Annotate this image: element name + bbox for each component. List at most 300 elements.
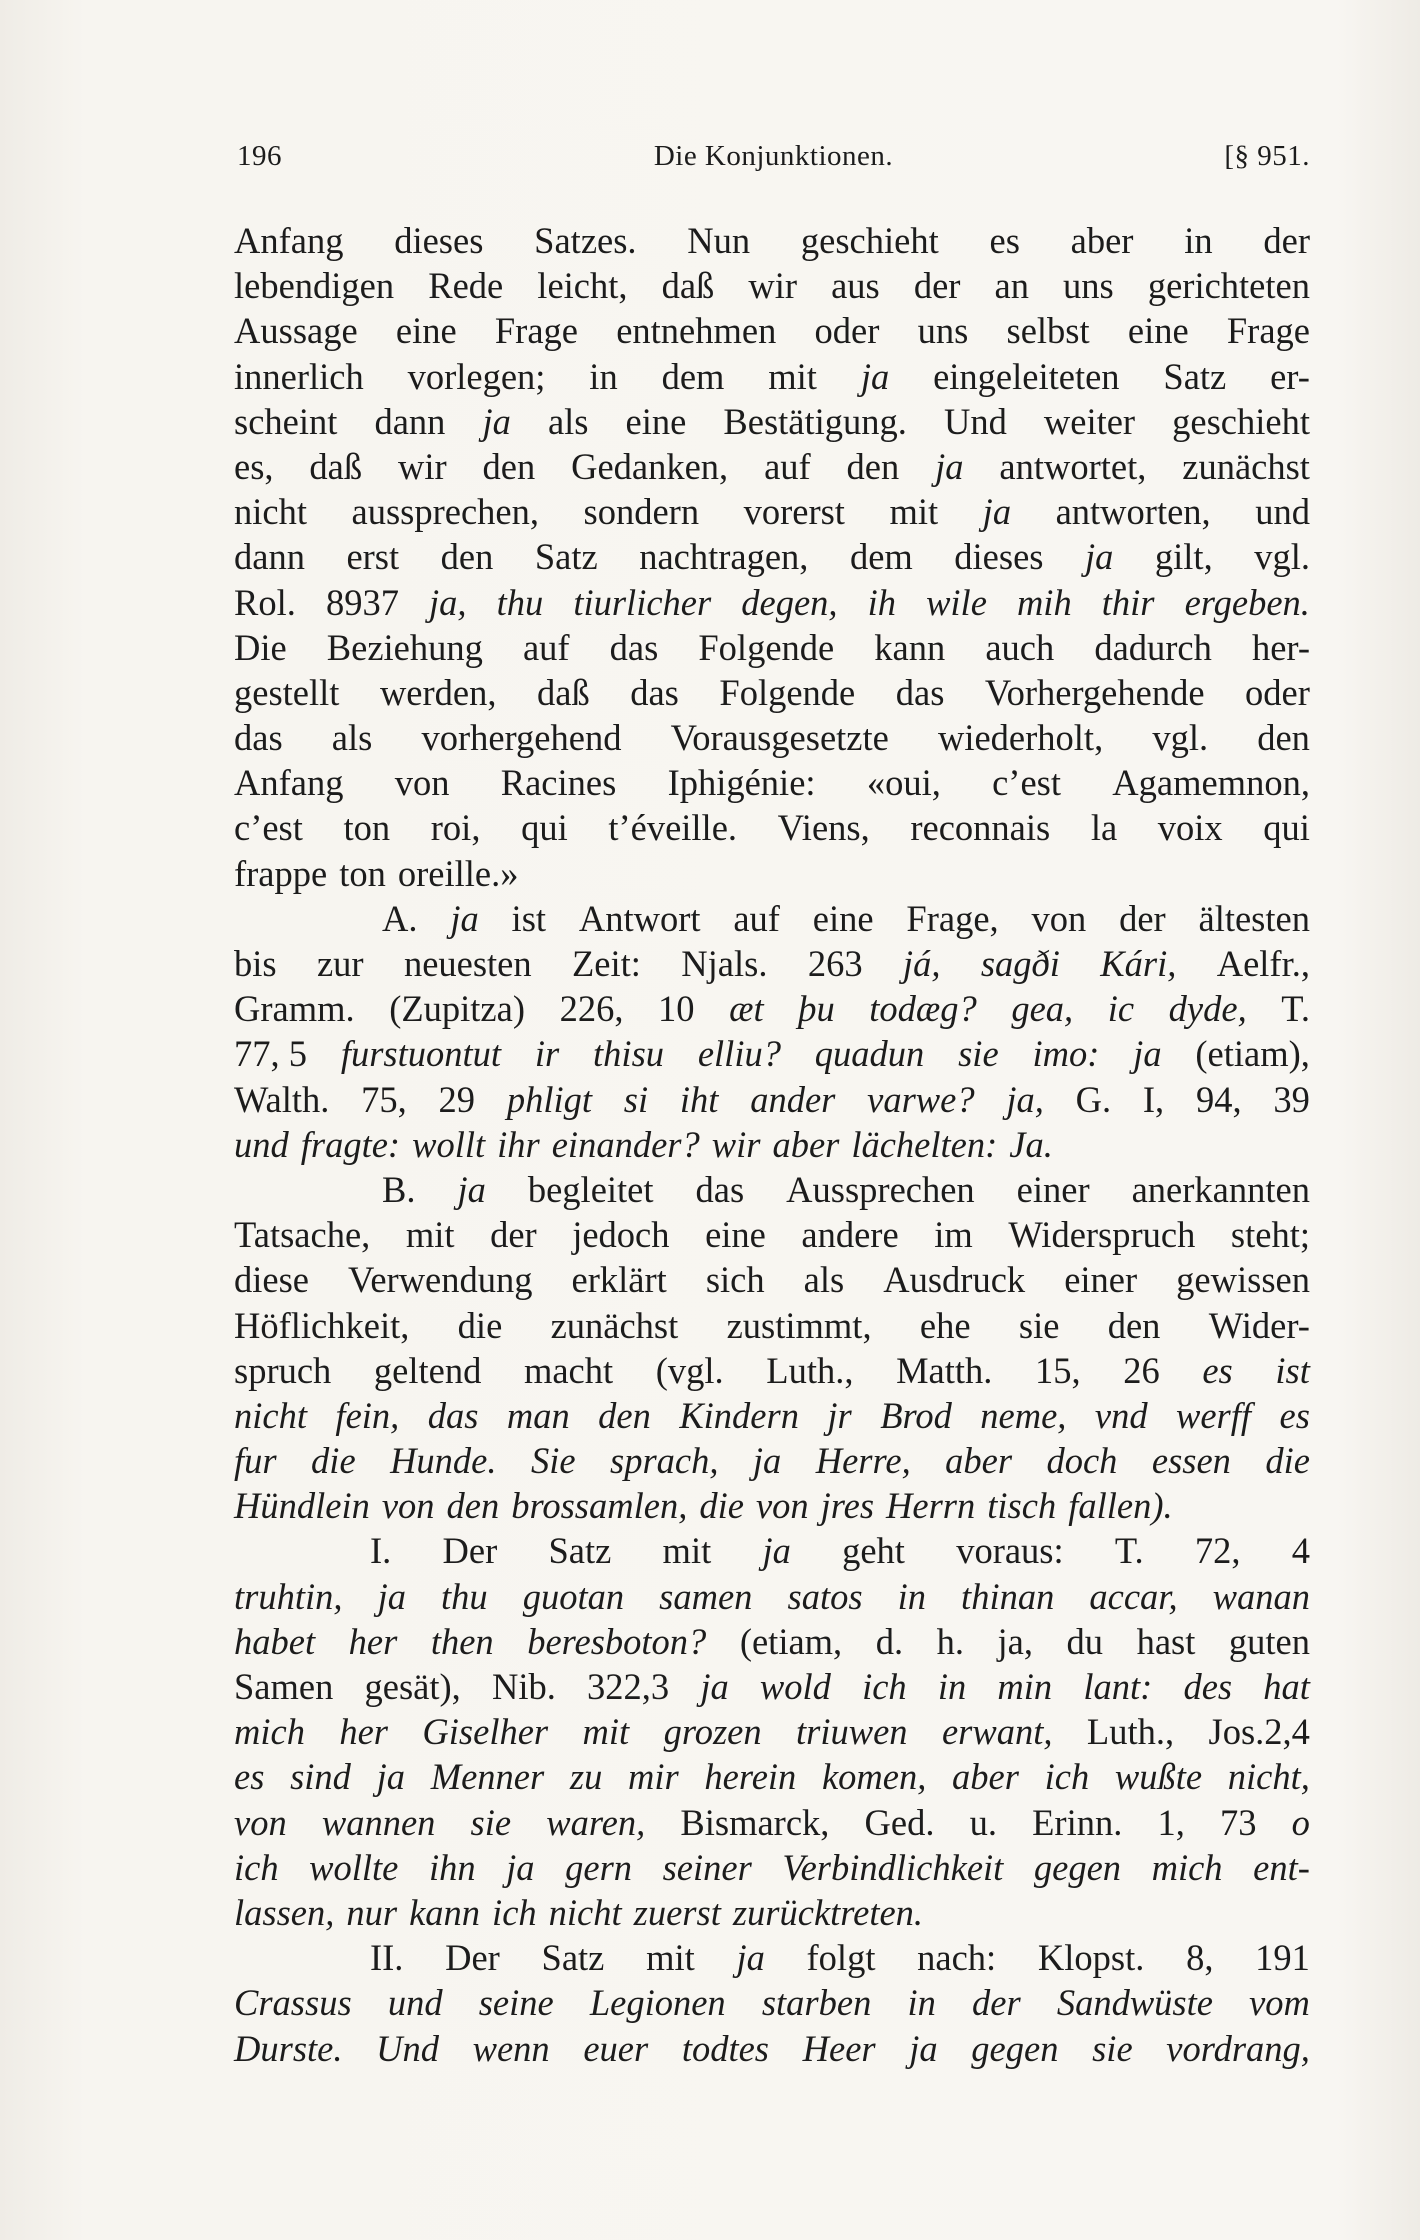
- body-text: [234, 218, 1310, 2071]
- word: andere: [801, 1214, 899, 1256]
- word: eingeleiteten: [933, 355, 1120, 397]
- word: ja: [506, 1846, 535, 1888]
- word: Widerspruch: [1008, 1214, 1196, 1256]
- word: furstuontut: [340, 1033, 502, 1075]
- text-line: [234, 1980, 1310, 2025]
- word: aber: [772, 1123, 840, 1165]
- text-line: [234, 1574, 1310, 1619]
- text-line: [234, 2026, 1310, 2071]
- word: h.: [936, 1620, 964, 1662]
- section-reference: [§ 951.: [1224, 140, 1310, 172]
- word: nicht: [548, 1891, 622, 1933]
- word: dem: [661, 355, 725, 397]
- word: ja: [982, 491, 1012, 533]
- word: entnehmen: [616, 310, 777, 352]
- word: auch: [985, 626, 1055, 668]
- word: von: [234, 1801, 287, 1843]
- word: ja: [482, 400, 511, 442]
- word: Luth.,: [766, 1349, 854, 1391]
- word: mit: [768, 355, 817, 397]
- word: oder: [1245, 671, 1310, 713]
- word: c’est: [992, 762, 1062, 804]
- word: ja: [1133, 1033, 1162, 1075]
- word: geschieht: [1172, 400, 1310, 442]
- word: T.: [1114, 1530, 1144, 1572]
- word: todæg?: [869, 988, 977, 1030]
- word: B.: [382, 1168, 416, 1210]
- word: já,: [902, 943, 941, 984]
- word: anerkannten: [1131, 1168, 1310, 1210]
- word: her: [348, 1620, 398, 1662]
- word: wannen: [321, 1801, 436, 1843]
- word: kann: [874, 626, 946, 668]
- word: Ausdruck: [883, 1259, 1026, 1301]
- word: es: [1202, 1349, 1233, 1391]
- word: voraus:: [956, 1530, 1064, 1572]
- word: thu: [496, 581, 544, 623]
- word: 77, 5: [234, 1033, 307, 1075]
- word: samen: [659, 1575, 753, 1617]
- word: wile: [926, 581, 987, 623]
- word: ton: [343, 807, 391, 849]
- word: der: [490, 1214, 537, 1256]
- word: Brod: [880, 1394, 952, 1436]
- word: grozen: [663, 1711, 762, 1753]
- word: oreille.»: [397, 852, 519, 894]
- word: geltend: [373, 1349, 482, 1391]
- word: komen,: [821, 1756, 927, 1798]
- word: dem: [849, 536, 913, 578]
- word: Beziehung: [326, 626, 483, 668]
- word: 29: [438, 1078, 476, 1120]
- word: degen,: [741, 581, 838, 623]
- word: Frage,: [906, 897, 999, 939]
- word: mich: [1151, 1846, 1223, 1888]
- text-line: [234, 1212, 1310, 1257]
- word: (Zupitza): [389, 988, 525, 1030]
- word: ja: [935, 445, 964, 487]
- word: Jos.2,4: [1208, 1711, 1310, 1753]
- word: man: [506, 1394, 570, 1436]
- text-line: [234, 1483, 1310, 1528]
- word: 72,: [1194, 1530, 1241, 1572]
- word: dyde,: [1168, 988, 1247, 1030]
- word: auf: [522, 626, 570, 668]
- word: sie: [1092, 2027, 1133, 2069]
- word: accar,: [1089, 1575, 1178, 1617]
- word: guotan: [522, 1575, 625, 1617]
- word: Legionen: [589, 1982, 726, 2024]
- word: vordrang,: [1166, 2027, 1310, 2069]
- word: eine: [705, 1214, 766, 1256]
- word: Tatsache,: [234, 1214, 371, 1256]
- word: gegen: [1033, 1846, 1122, 1888]
- word: das: [234, 717, 283, 759]
- word: den: [482, 445, 536, 487]
- word: lächelten:: [851, 1123, 998, 1165]
- word: herein: [704, 1756, 797, 1798]
- word: zurücktreten.: [732, 1891, 924, 1933]
- word: ältesten: [1198, 897, 1310, 939]
- word: ja: [450, 897, 479, 939]
- text-line: [234, 625, 1310, 670]
- word: gern: [565, 1846, 633, 1888]
- word: eine: [1127, 310, 1189, 352]
- word: Aussprechen: [786, 1168, 975, 1210]
- word: Frage: [1226, 310, 1310, 352]
- word: Matth.: [896, 1349, 993, 1391]
- word: G.: [1075, 1078, 1112, 1120]
- word: lebendigen: [234, 265, 395, 307]
- word: von: [755, 1485, 809, 1527]
- word: ich: [234, 1846, 279, 1888]
- word: Kári,: [1100, 943, 1177, 984]
- text-line: [234, 670, 1310, 715]
- word: essen: [1151, 1440, 1231, 1482]
- word: Aussage: [234, 310, 358, 352]
- word: o: [1291, 1801, 1310, 1843]
- word: daß: [537, 671, 590, 713]
- word: ja: [762, 1530, 791, 1572]
- word: waren,: [546, 1801, 646, 1843]
- text-line: [234, 354, 1310, 399]
- word: Bestätigung.: [723, 400, 907, 442]
- word: auf: [764, 445, 811, 487]
- word: Samen: [234, 1666, 334, 1707]
- word: d.: [875, 1620, 904, 1662]
- word: innerlich: [234, 355, 364, 397]
- word: 10: [658, 988, 695, 1030]
- word: Racines: [500, 762, 617, 804]
- word: ja: [736, 1937, 765, 1979]
- word: starben: [761, 1982, 872, 2024]
- word: Heer: [802, 2027, 876, 2069]
- word: zur: [316, 943, 364, 984]
- word: Giselher: [422, 1711, 549, 1753]
- word: «oui,: [866, 762, 941, 804]
- word: Satz: [1163, 355, 1227, 397]
- word: todtes: [681, 2027, 769, 2069]
- word: ja: [752, 1440, 782, 1482]
- word: satos: [787, 1575, 863, 1617]
- word: I.: [370, 1530, 392, 1572]
- word: t’éveille.: [608, 807, 738, 849]
- word: Satz: [541, 1937, 605, 1979]
- word: II.: [370, 1937, 404, 1979]
- word: fallen).: [1068, 1485, 1173, 1527]
- word: gestellt: [234, 671, 340, 713]
- text-line: [234, 489, 1310, 534]
- word: ehe: [919, 1304, 971, 1346]
- word: der: [1263, 220, 1310, 261]
- word: ich: [492, 1891, 537, 1933]
- word: erwant,: [941, 1711, 1053, 1753]
- word: kann: [409, 1891, 481, 1933]
- word: den: [1257, 717, 1310, 759]
- word: varwe?: [867, 1078, 975, 1120]
- word: thisu: [593, 1033, 665, 1075]
- word: der: [1119, 897, 1166, 939]
- word: vgl.: [1254, 536, 1310, 578]
- word: euer: [583, 2027, 649, 2069]
- page-header: [237, 140, 1310, 180]
- word: roi,: [430, 807, 481, 849]
- word: ir: [534, 1033, 560, 1075]
- text-line: [234, 896, 1310, 941]
- word: als: [331, 717, 373, 759]
- word: hat: [1263, 1666, 1310, 1707]
- word: ja: [700, 1666, 729, 1707]
- text-line: [234, 1528, 1310, 1573]
- word: vnd: [1094, 1394, 1148, 1436]
- word: Vorhergehende: [984, 671, 1205, 713]
- text-line: [234, 399, 1310, 444]
- word: eine: [812, 897, 874, 939]
- word: ihr: [497, 1123, 540, 1165]
- word: hast: [1136, 1620, 1196, 1662]
- word: 4: [1291, 1530, 1310, 1572]
- word: Satz: [548, 1530, 612, 1572]
- word: sondern: [583, 491, 700, 533]
- word: leicht,: [537, 265, 628, 307]
- word: voix: [1157, 807, 1223, 849]
- word: Nun: [687, 220, 751, 261]
- word: Walth.: [234, 1078, 330, 1120]
- word: aber: [945, 1440, 1013, 1482]
- word: erklärt: [571, 1259, 667, 1301]
- word: 8937: [325, 581, 399, 623]
- text-line: [234, 444, 1310, 489]
- word: aus: [831, 265, 880, 307]
- word: nachtragen,: [639, 536, 809, 578]
- word: neuesten: [403, 943, 532, 984]
- word: her: [339, 1711, 389, 1753]
- text-line: [234, 986, 1310, 1031]
- word: thir: [1101, 581, 1155, 623]
- word: wenn: [472, 2027, 550, 2069]
- text-line: [234, 1935, 1310, 1980]
- word: ich: [1044, 1756, 1090, 1798]
- word: brossamlen,: [511, 1485, 688, 1527]
- word: Hunde.: [390, 1440, 497, 1482]
- word: habet: [234, 1620, 316, 1662]
- word: ergeben.: [1184, 581, 1310, 623]
- word: werden,: [379, 671, 497, 713]
- word: begleitet: [527, 1168, 654, 1210]
- word: mit: [582, 1711, 630, 1753]
- word: Sie: [530, 1440, 576, 1482]
- word: mih: [1016, 581, 1072, 623]
- word: an: [994, 265, 1029, 307]
- text-line: [234, 1619, 1310, 1664]
- text-line: [234, 308, 1310, 353]
- word: das: [609, 626, 659, 668]
- word: ih: [867, 581, 896, 623]
- text-line: [234, 580, 1310, 625]
- word: vom: [1249, 1982, 1310, 2024]
- word: Gedanken,: [571, 445, 729, 487]
- text-line: [234, 851, 1310, 896]
- word: Der: [442, 1530, 498, 1572]
- word: Satzes.: [534, 220, 637, 261]
- word: qui: [521, 807, 568, 849]
- text-line: [234, 1845, 1310, 1890]
- word: wold: [759, 1666, 831, 1707]
- word: Menner: [430, 1756, 545, 1798]
- word: Anfang: [234, 762, 344, 804]
- word: þu: [798, 988, 835, 1030]
- word: einer: [1016, 1168, 1090, 1210]
- word: der: [913, 265, 961, 307]
- word: Gramm.: [234, 988, 355, 1030]
- word: ist: [1275, 1349, 1310, 1391]
- word: in: [937, 1666, 967, 1707]
- word: steht;: [1230, 1214, 1310, 1256]
- word: elliu?: [697, 1033, 781, 1075]
- word: frappe: [234, 852, 328, 894]
- word: es: [234, 1756, 265, 1798]
- word: uns: [917, 310, 969, 352]
- word: und: [234, 1123, 289, 1165]
- word: sprach,: [609, 1440, 719, 1482]
- word: min: [997, 1666, 1053, 1707]
- word: beresboton?: [527, 1620, 707, 1662]
- word: iht: [679, 1078, 719, 1120]
- word: seiner: [662, 1846, 752, 1888]
- text-line: [234, 1438, 1310, 1483]
- word: jres: [820, 1485, 875, 1527]
- word: scheint: [234, 400, 338, 442]
- text-line: [234, 1077, 1310, 1122]
- word: gesät),: [364, 1666, 461, 1707]
- word: Folgende: [698, 626, 835, 668]
- word: macht: [523, 1349, 614, 1391]
- word: 8,: [1186, 1937, 1214, 1979]
- word: fragte:: [300, 1123, 401, 1165]
- word: ja: [860, 355, 890, 397]
- word: selbst: [1006, 310, 1090, 352]
- word: sich: [705, 1259, 765, 1301]
- word: wanan: [1212, 1575, 1310, 1617]
- word: Erinn.: [1032, 1801, 1123, 1843]
- word: die: [457, 1304, 503, 1346]
- word: fein,: [335, 1394, 400, 1436]
- word: als: [547, 400, 589, 442]
- word: von: [1031, 897, 1087, 939]
- word: wir: [748, 265, 798, 307]
- word: Hündlein: [234, 1485, 370, 1527]
- word: 75,: [361, 1078, 407, 1120]
- word: Ja.: [1009, 1123, 1053, 1165]
- word: gea,: [1011, 988, 1074, 1030]
- word: in: [589, 355, 618, 397]
- word: es,: [234, 445, 274, 487]
- word: das: [695, 1168, 745, 1210]
- word: sie: [1018, 1304, 1060, 1346]
- word: ja: [377, 1575, 406, 1617]
- text-line: [234, 1122, 1310, 1167]
- word: wir: [711, 1123, 761, 1165]
- word: ja,: [429, 581, 467, 623]
- word: dadurch: [1094, 626, 1212, 668]
- word: ja: [457, 1168, 486, 1210]
- word: 73: [1220, 1801, 1257, 1843]
- word: als: [803, 1259, 845, 1301]
- word: Zeit:: [572, 943, 641, 984]
- word: das: [895, 671, 945, 713]
- word: (etiam,: [739, 1620, 843, 1662]
- word: den: [446, 1485, 500, 1527]
- word: es: [989, 220, 1020, 261]
- word: wiederholt,: [937, 717, 1104, 759]
- word: 94,: [1195, 1078, 1242, 1120]
- word: neme,: [980, 1394, 1067, 1436]
- word: der: [972, 1982, 1021, 2024]
- word: mit: [646, 1937, 695, 1979]
- word: aber: [1070, 220, 1134, 261]
- word: u.: [969, 1801, 997, 1843]
- text-line: [234, 1348, 1310, 1393]
- word: ja: [376, 1756, 406, 1798]
- word: Frage: [494, 310, 578, 352]
- word: ja: [1084, 536, 1114, 578]
- word: Bismarck,: [680, 1801, 830, 1843]
- text-line: [234, 715, 1310, 760]
- word: mit: [662, 1530, 712, 1572]
- word: ja,: [1006, 1078, 1044, 1120]
- word: ist: [511, 897, 547, 939]
- word: wußte: [1114, 1756, 1203, 1798]
- word: Und: [943, 400, 1007, 442]
- word: sind: [290, 1756, 351, 1798]
- word: Kindern: [679, 1394, 799, 1436]
- word: von: [394, 762, 450, 804]
- word: mit: [405, 1214, 455, 1256]
- word: nicht: [234, 1394, 307, 1436]
- word: Satz: [534, 536, 598, 578]
- word: Die: [234, 626, 287, 668]
- text-line: [234, 805, 1310, 850]
- word: die: [311, 1440, 356, 1482]
- word: auf: [733, 897, 780, 939]
- word: la: [1090, 807, 1118, 849]
- word: sie: [470, 1801, 512, 1843]
- word: aussprechen,: [351, 491, 539, 533]
- word: zu: [569, 1756, 603, 1798]
- word: Höflichkeit,: [234, 1304, 410, 1346]
- word: den: [440, 536, 494, 578]
- word: Herrn: [886, 1485, 976, 1527]
- word: qui: [1263, 807, 1310, 849]
- text-line: [234, 1031, 1310, 1076]
- text-line: [234, 760, 1310, 805]
- word: ander: [750, 1078, 836, 1120]
- word: 263: [807, 943, 863, 984]
- text-line: [234, 1754, 1310, 1799]
- word: daß: [661, 265, 715, 307]
- word: geht: [842, 1530, 905, 1572]
- word: den: [1107, 1304, 1161, 1346]
- word: Folgende: [719, 671, 856, 713]
- word: lassen,: [234, 1891, 335, 1933]
- word: diese: [234, 1259, 309, 1301]
- word: vorerst: [743, 491, 845, 533]
- word: des: [1183, 1666, 1233, 1707]
- word: werff: [1176, 1394, 1252, 1436]
- word: die: [1265, 1440, 1310, 1482]
- word: Rol.: [234, 581, 296, 623]
- word: du: [1066, 1620, 1104, 1662]
